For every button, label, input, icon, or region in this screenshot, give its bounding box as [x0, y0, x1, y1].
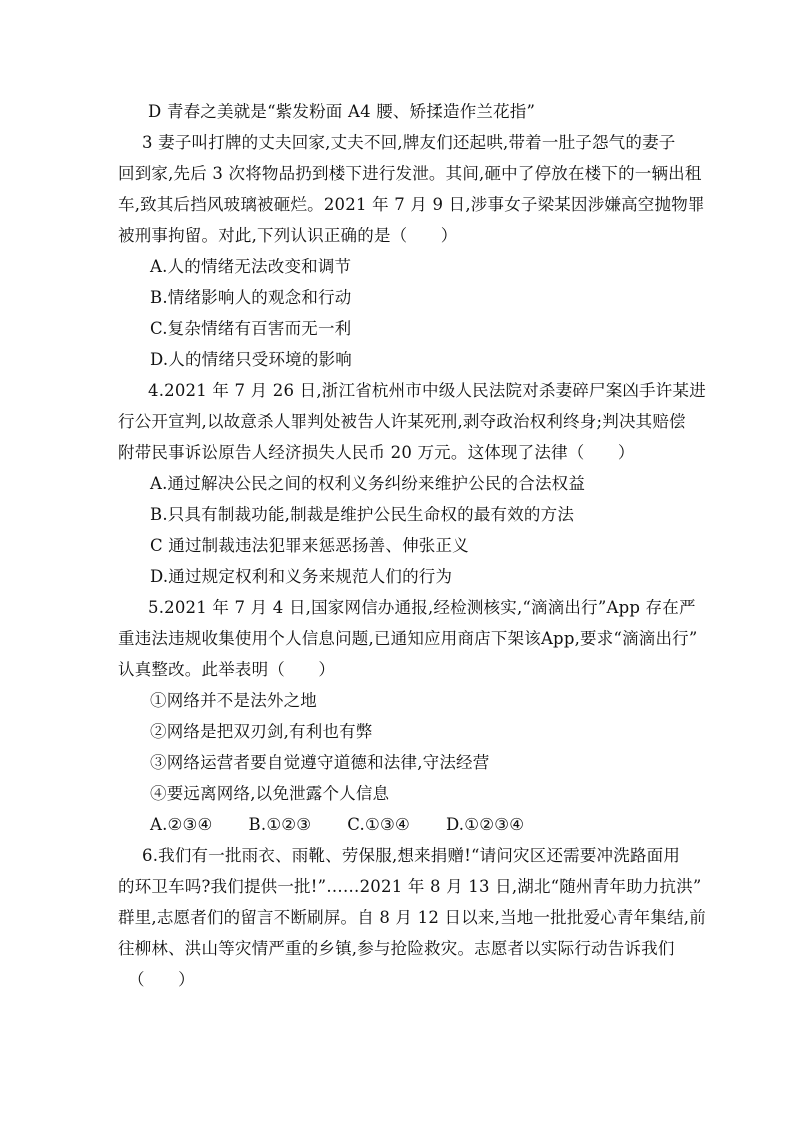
- q4-option-a: A.通过解决公民之间的权利义务纠纷来维护公民的合法权益: [150, 474, 586, 493]
- q6-stem-line-1: 6.我们有一批雨衣、雨靴、劳保服,想来捐赠!“请问灾区还需要冲洗路面用: [142, 846, 681, 865]
- q5-option-d: D.①②③④: [445, 815, 525, 834]
- q4-stem-line-2: 行公开宣判,以故意杀人罪判处被告人许某死刑,剥夺政治权利终身;判决其赔偿: [118, 412, 686, 431]
- q4-option-c: C 通过制裁违法犯罪来惩恶扬善、伸张正义: [150, 536, 469, 555]
- q5-option-a: A.②③④: [150, 815, 213, 834]
- q5-statement-1: ①网络并不是法外之地: [150, 691, 317, 710]
- q2-option-d: D 青春之美就是“紫发粉面 A4 腰、矫揉造作兰花指”: [148, 102, 536, 121]
- q3-option-d: D.人的情绪只受环境的影响: [150, 350, 352, 369]
- q4-stem-line-3: 附带民事诉讼原告人经济损失人民币 20 万元。这体现了法律（ ）: [118, 443, 635, 462]
- q5-option-c: C.①③④: [347, 815, 410, 834]
- q5-stem-line-1: 5.2021 年 7 月 4 日,国家网信办通报,经检测核实,“滴滴出行”App 存在严: [148, 598, 696, 617]
- q5-option-b: B.①②③: [248, 815, 312, 834]
- q3-option-b: B.情绪影响人的观念和行动: [150, 288, 352, 307]
- q3-option-c: C.复杂情绪有百害而无一利: [150, 319, 352, 338]
- q5-stem-line-2: 重违法违规收集使用个人信息问题,已通知应用商店下架该App,要求“滴滴出行”: [118, 629, 698, 648]
- q3-stem-line-2: 回到家,先后 3 次将物品扔到楼下进行发泄。其间,砸中了停放在楼下的一辆出租: [118, 164, 702, 183]
- q6-answer-blank: （ ）: [128, 970, 195, 989]
- q4-option-d: D.通过规定权利和义务来规范人们的行为: [150, 567, 453, 586]
- q5-stem-line-3: 认真整改。此举表明（ ）: [118, 660, 336, 679]
- q6-stem-line-4: 往柳林、洪山等灾情严重的乡镇,参与抢险救灾。志愿者以实际行动告诉我们: [118, 939, 675, 958]
- q5-options-row: [118, 809, 678, 840]
- q4-stem-line-1: 4.2021 年 7 月 26 日,浙江省杭州市中级人民法院对杀妻碎尸案凶手许某进: [148, 381, 706, 400]
- q5-statement-3: ③网络运营者要自觉遵守道德和法律,守法经营: [150, 753, 490, 772]
- q6-stem-line-2: 的环卫车吗?我们提供一批!”……2021 年 8 月 13 日,湖北“随州青年助力抗洪”: [118, 877, 702, 896]
- q3-stem-line-1: 3 妻子叫打牌的丈夫回家,丈夫不回,牌友们还起哄,带着一肚子怨气的妻子: [142, 133, 676, 152]
- q3-option-a: A.人的情绪无法改变和调节: [150, 257, 352, 276]
- q4-option-b: B.只具有制裁功能,制裁是维护公民生命权的最有效的方法: [150, 505, 575, 524]
- q5-statement-2: ②网络是把双刃剑,有利也有弊: [150, 722, 373, 741]
- question-content: [118, 96, 706, 995]
- q5-statement-4: ④要远离网络,以免泄露个人信息: [150, 784, 390, 803]
- q3-stem-line-4: 被刑事拘留。对此,下列认识正确的是（ ）: [118, 226, 458, 245]
- q3-stem-line-3: 车,致其后挡风玻璃被砸烂。2021 年 7 月 9 日,涉事女子梁某因涉嫌高空抛物罪: [118, 195, 705, 214]
- q6-stem-line-3: 群里,志愿者们的留言不断刷屏。自 8 月 12 日以来,当地一批批爱心青年集结,前: [118, 908, 706, 927]
